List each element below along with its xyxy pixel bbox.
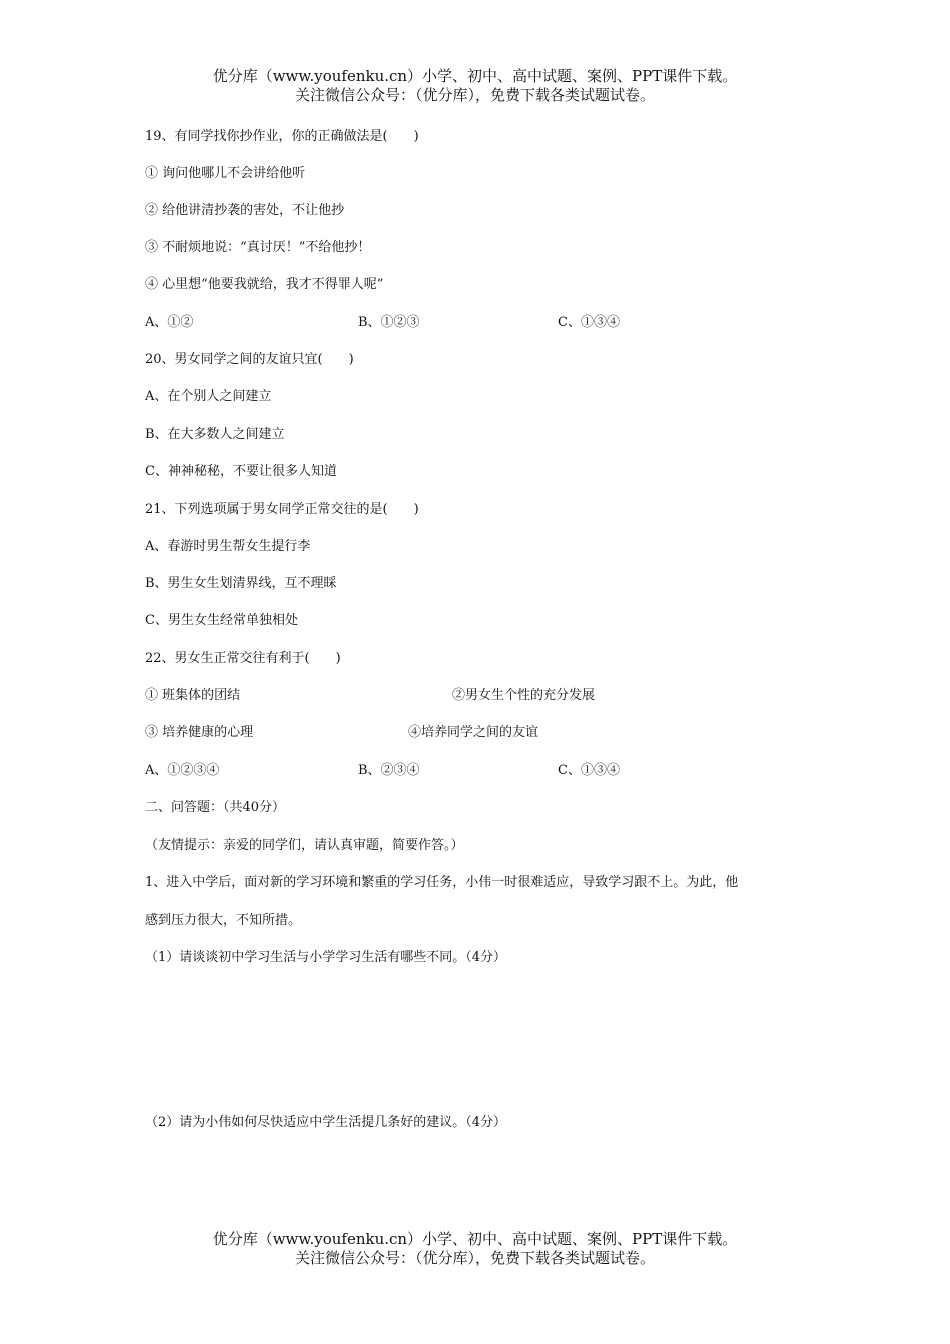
section2-q1-sub-2: （2）请为小伟如何尽快适应中学生活提几条好的建议。（4分） [145,1115,507,1130]
q22-item-3: ③ 培养健康的心理 [145,725,254,740]
q21-option-b: B、男生女生划清界线，互不理睬 [145,576,337,591]
q20-option-a: A、在个别人之间建立 [145,389,272,404]
q21-option-a: A、春游时男生帮女生提行李 [145,539,311,554]
q19-item-2: ② 给他讲清抄袭的害处，不让他抄 [145,203,345,218]
q22-stem: 22、男女生正常交往有利于( ) [145,651,341,666]
q20-option-c: C、神神秘秘，不要让很多人知道 [145,464,337,479]
footer-banner [0,1230,950,1268]
q19-stem: 19、有同学找你抄作业，你的正确做法是( ) [145,129,419,144]
section2-q1-line-2: 感到压力很大，不知所措。 [145,913,302,928]
q22-option-c: C、①③④ [558,763,620,778]
q19-item-3: ③ 不耐烦地说：“真讨厌！”不给他抄！ [145,240,371,255]
footer-line-1: 优分库（www.youfenku.cn）小学、初中、高中试题、案例、PPT课件下载。 [212,1230,738,1248]
q20-option-b: B、在大多数人之间建立 [145,427,285,442]
q22-option-a: A、①②③④ [145,763,220,778]
header-line-2: 关注微信公众号：（优分库），免费下载各类试题试卷。 [294,86,655,104]
q22-item-4: ④培养同学之间的友谊 [408,725,539,740]
q22-item-2: ②男女生个性的充分发展 [452,688,596,703]
q19-item-4: ④ 心里想“他要我就给，我才不得罪人呢” [145,277,384,292]
q19-option-a: A、①② [145,315,194,330]
q21-stem: 21、下列选项属于男女同学正常交往的是( ) [145,502,419,517]
q19-option-c: C、①③④ [558,315,620,330]
section2-title: 二、问答题：（共40分） [145,800,286,815]
q21-option-c: C、男生女生经常单独相处 [145,613,298,628]
q22-option-b: B、②③④ [358,763,420,778]
header-line-1: 优分库（www.youfenku.cn）小学、初中、高中试题、案例、PPT课件下载。 [212,67,738,85]
section2-q1-line-1: 1、进入中学后，面对新的学习环境和繁重的学习任务，小伟一时很难适应，导致学习跟不上。为此，他 [145,875,739,890]
q20-stem: 20、男女同学之间的友谊只宜( ) [145,352,354,367]
header-banner [0,67,950,105]
q19-option-b: B、①②③ [358,315,420,330]
section2-tip: （友情提示：亲爱的同学们，请认真审题，简要作答。） [145,838,464,853]
q22-item-1: ① 班集体的团结 [145,688,241,703]
q19-item-1: ① 询问他哪儿不会讲给他听 [145,166,306,181]
footer-line-2: 关注微信公众号：（优分库），免费下载各类试题试卷。 [294,1249,655,1267]
section2-q1-sub-1: （1）请谈谈初中学习生活与小学学习生活有哪些不同。（4分） [145,950,507,965]
